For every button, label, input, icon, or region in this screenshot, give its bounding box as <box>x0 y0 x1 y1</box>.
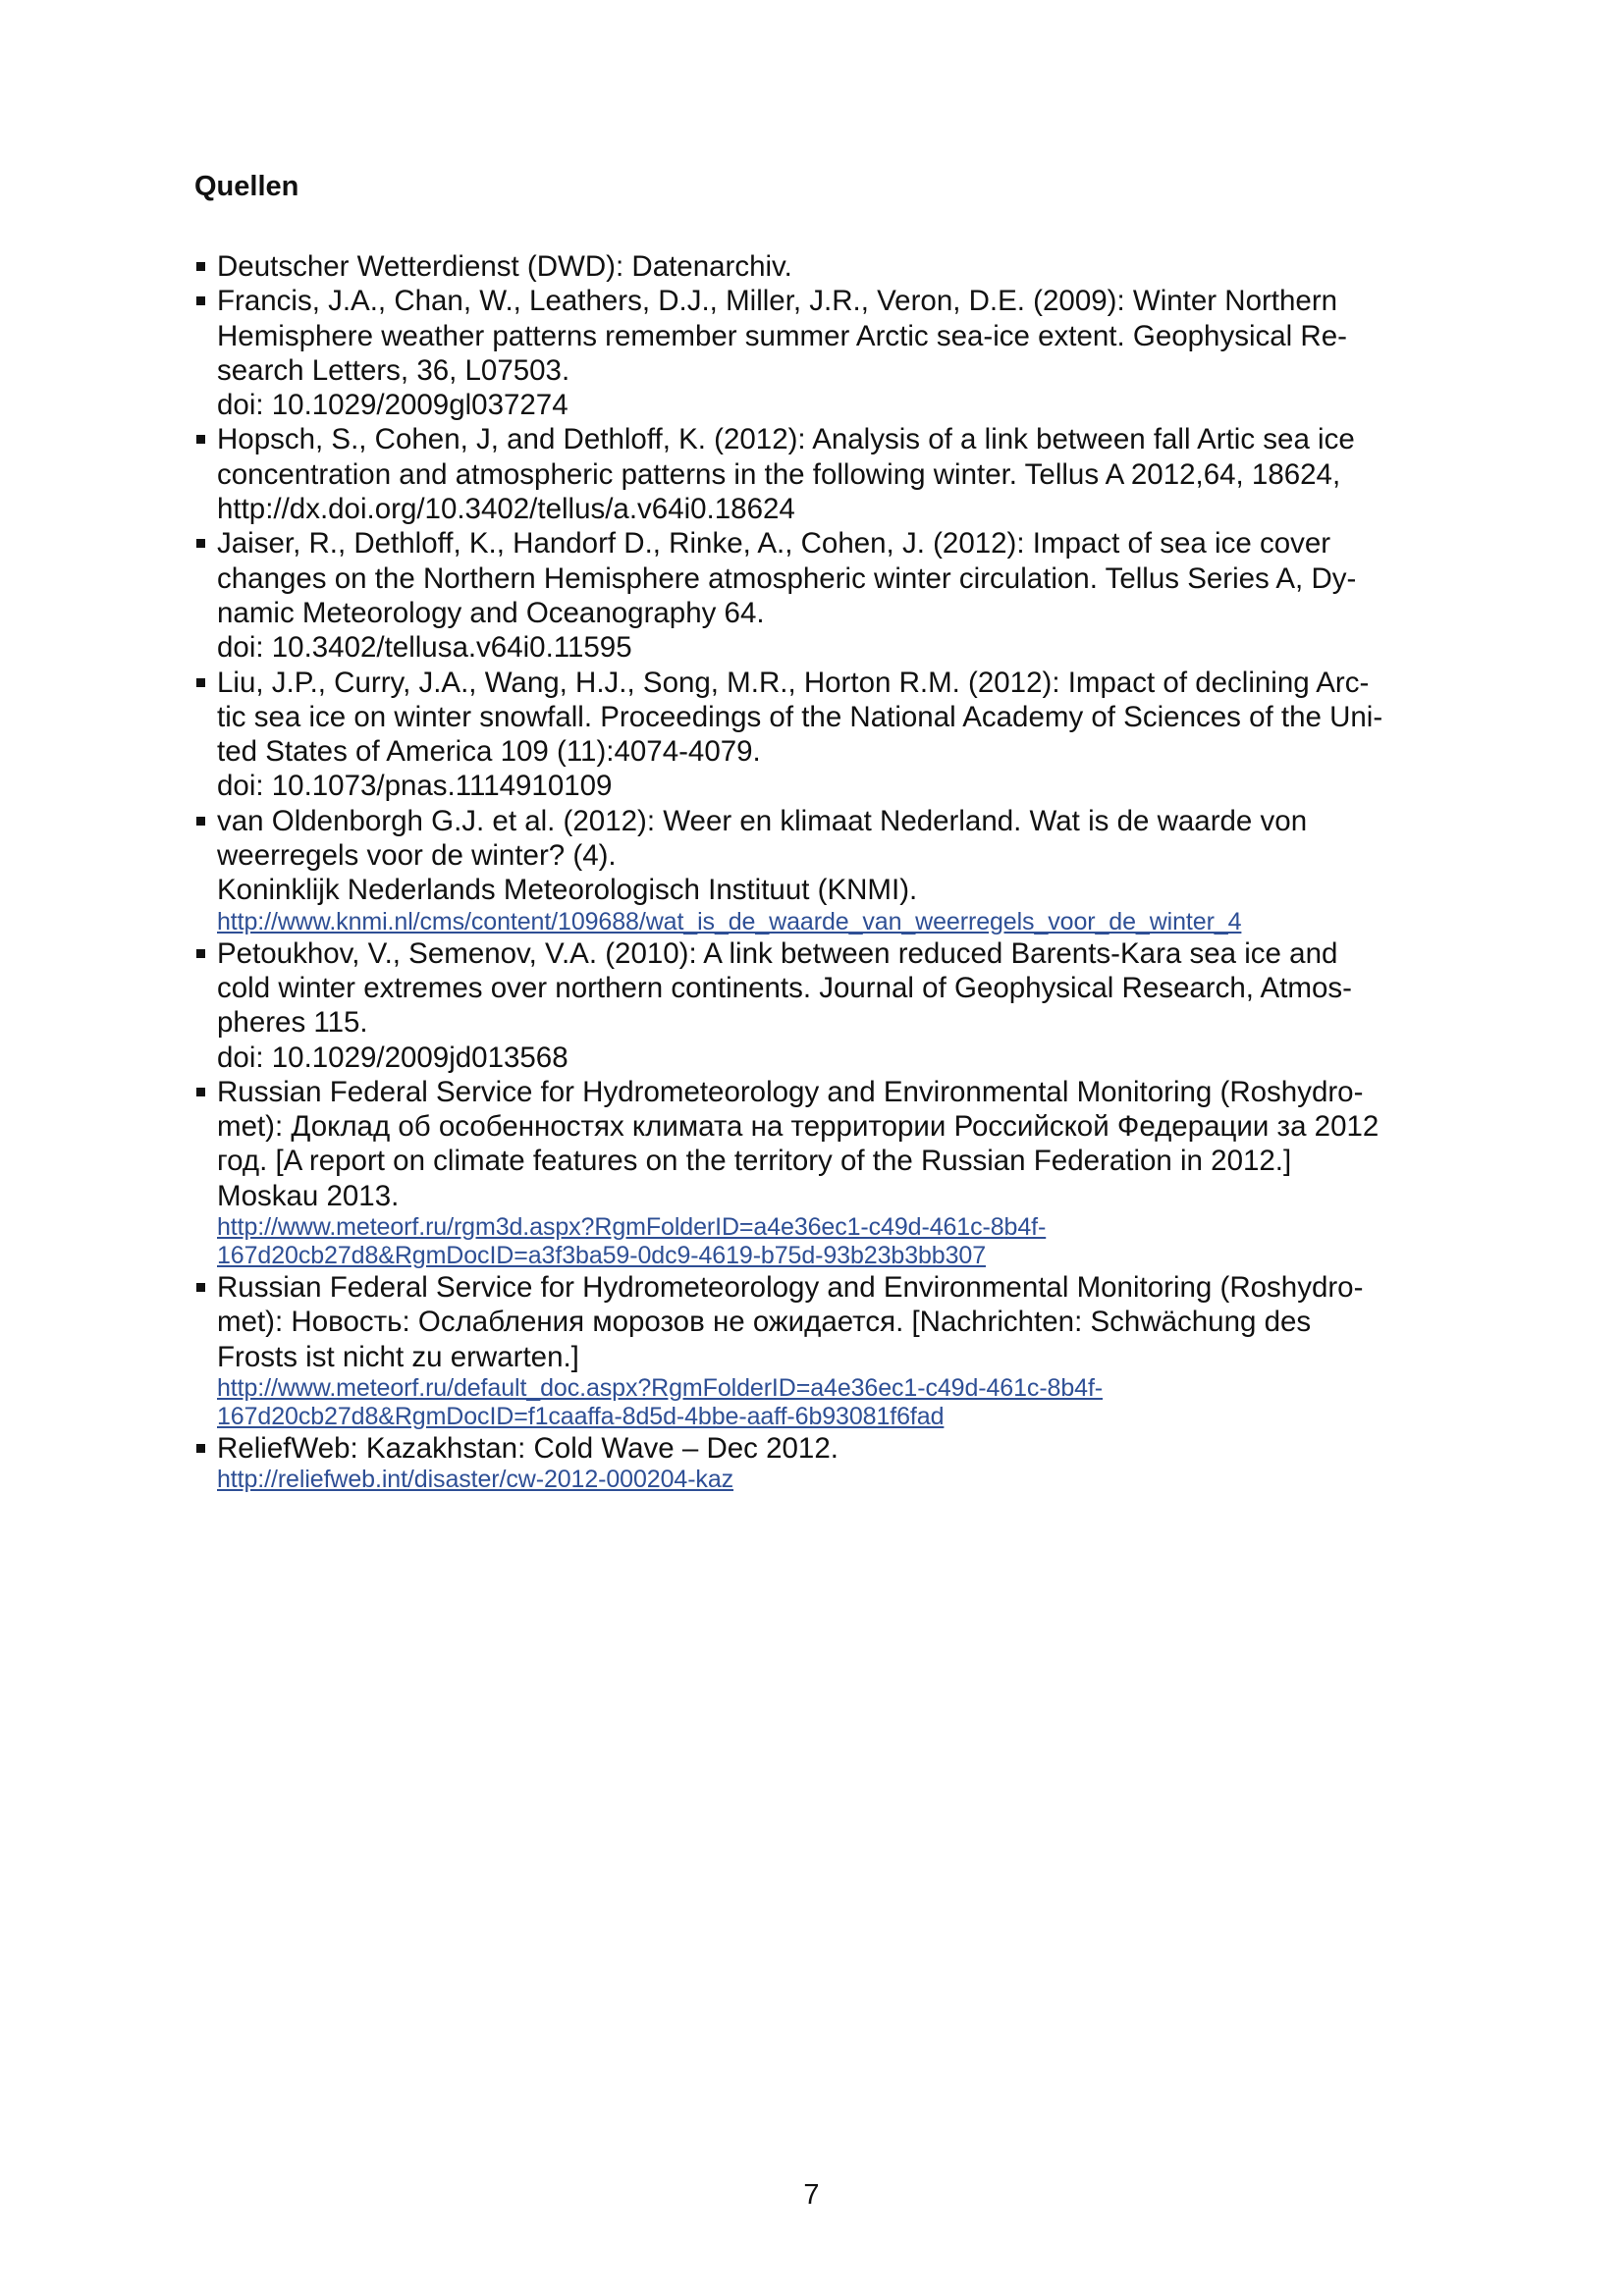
reference-link[interactable]: http://www.knmi.nl/cms/content/109688/wat_is_de_waarde_van_weerregels_voor_de_winter_4 <box>217 907 1242 935</box>
section-heading: Quellen <box>194 171 299 202</box>
reference-text-line: doi: 10.1073/pnas.1114910109 <box>217 770 613 803</box>
reference-text-line: Petoukhov, V., Semenov, V.A. (2010): A link between reduced Barents-Kara sea ice and <box>217 936 1338 970</box>
reference-text-line: ted States of America 109 (11):4074-4079. <box>217 735 761 769</box>
reference-text-line: Deutscher Wetterdienst (DWD): Datenarchiv. <box>217 250 792 283</box>
reference-item <box>194 1431 1441 1494</box>
reference-link[interactable]: http://www.meteorf.ru/default_doc.aspx?RgmFolderID=a4e36ec1-c49d-461c-8b4f- <box>217 1373 1104 1402</box>
reference-item <box>194 1075 1441 1270</box>
reference-text-line: Frosts ist nicht zu erwarten.] <box>217 1340 579 1373</box>
page-number: 7 <box>803 2179 820 2211</box>
reference-text-line: search Letters, 36, L07503. <box>217 353 570 387</box>
reference-text-line: doi: 10.3402/tellusa.v64i0.11595 <box>217 631 632 665</box>
reference-text-line: Francis, J.A., Chan, W., Leathers, D.J., Miller, J.R., Veron, D.E. (2009): Winter Northern <box>217 285 1338 318</box>
reference-text-line: Jaiser, R., Dethloff, K., Handorf D., Rinke, A., Cohen, J. (2012): Impact of sea ice cover <box>217 527 1331 561</box>
reference-text-line: met): Доклад об особенностях климата на территории Российской Федерации за 2012 <box>217 1110 1380 1144</box>
reference-text-line: doi: 10.1029/2009jd013568 <box>217 1041 568 1074</box>
reference-text-line: concentration and atmospheric patterns in the following winter. Tellus A 2012,64, 18624, <box>217 457 1341 491</box>
reference-list <box>194 249 1441 1494</box>
reference-text-line: Hopsch, S., Cohen, J, and Dethloff, K. (2012): Analysis of a link between fall Artic sea ice <box>217 423 1355 456</box>
reference-text-line: weerregels voor de winter? (4). <box>217 839 617 873</box>
reference-item <box>194 526 1441 665</box>
reference-item <box>194 1270 1441 1431</box>
reference-text-line: cold winter extremes over northern continents. Journal of Geophysical Research, Atmos- <box>217 971 1352 1004</box>
reference-item <box>194 284 1441 422</box>
reference-text-line: Russian Federal Service for Hydrometeorology and Environmental Monitoring (Roshydro- <box>217 1075 1364 1108</box>
reference-text-line: Russian Federal Service for Hydrometeorology and Environmental Monitoring (Roshydro- <box>217 1271 1364 1305</box>
reference-text-line: van Oldenborgh G.J. et al. (2012): Weer en klimaat Nederland. Wat is de waarde von <box>217 804 1308 837</box>
document-page <box>194 167 1441 1494</box>
reference-text-line: Hemisphere weather patterns remember summer Arctic sea-ice extent. Geophysical Re- <box>217 319 1347 352</box>
reference-item <box>194 804 1441 936</box>
reference-text-line: pheres 115. <box>217 1006 368 1040</box>
reference-text-line: changes on the Northern Hemisphere atmospheric winter circulation. Tellus Series A, Dy- <box>217 561 1357 595</box>
reference-item <box>194 666 1441 804</box>
reference-item <box>194 422 1441 526</box>
reference-text-line: doi: 10.1029/2009gl037274 <box>217 389 568 422</box>
reference-item <box>194 936 1441 1075</box>
reference-link[interactable]: http://www.meteorf.ru/rgm3d.aspx?RgmFolderID=a4e36ec1-c49d-461c-8b4f- <box>217 1213 1047 1242</box>
reference-text-line: Moskau 2013. <box>217 1179 400 1212</box>
reference-text-line: tic sea ice on winter snowfall. Proceedings of the National Academy of Sciences of the Uni- <box>217 700 1383 733</box>
reference-text-line: namic Meteorology and Oceanography 64. <box>217 596 765 629</box>
reference-text-line: met): Новость: Ослабления морозов не ожидается. [Nachrichten: Schwächung des <box>217 1306 1312 1339</box>
reference-item <box>194 249 1441 284</box>
reference-text-line: http://dx.doi.org/10.3402/tellus/a.v64i0.18624 <box>217 493 795 526</box>
reference-text-line: Koninklijk Nederlands Meteorologisch Instituut (KNMI). <box>217 874 918 907</box>
reference-text-line: ReliefWeb: Kazakhstan: Cold Wave – Dec 2012. <box>217 1431 839 1465</box>
reference-link[interactable]: 167d20cb27d8&RgmDocID=f1caaffa-8d5d-4bbe-aaff-6b93081f6fad <box>217 1402 945 1430</box>
reference-link[interactable]: http://reliefweb.int/disaster/cw-2012-000204-kaz <box>217 1466 734 1494</box>
reference-text-line: год. [A report on climate features on the territory of the Russian Federation in 2012.] <box>217 1145 1292 1178</box>
reference-link[interactable]: 167d20cb27d8&RgmDocID=a3f3ba59-0dc9-4619-b75d-93b23b3bb307 <box>217 1242 987 1270</box>
reference-text-line: Liu, J.P., Curry, J.A., Wang, H.J., Song, M.R., Horton R.M. (2012): Impact of declining Arc- <box>217 666 1370 699</box>
